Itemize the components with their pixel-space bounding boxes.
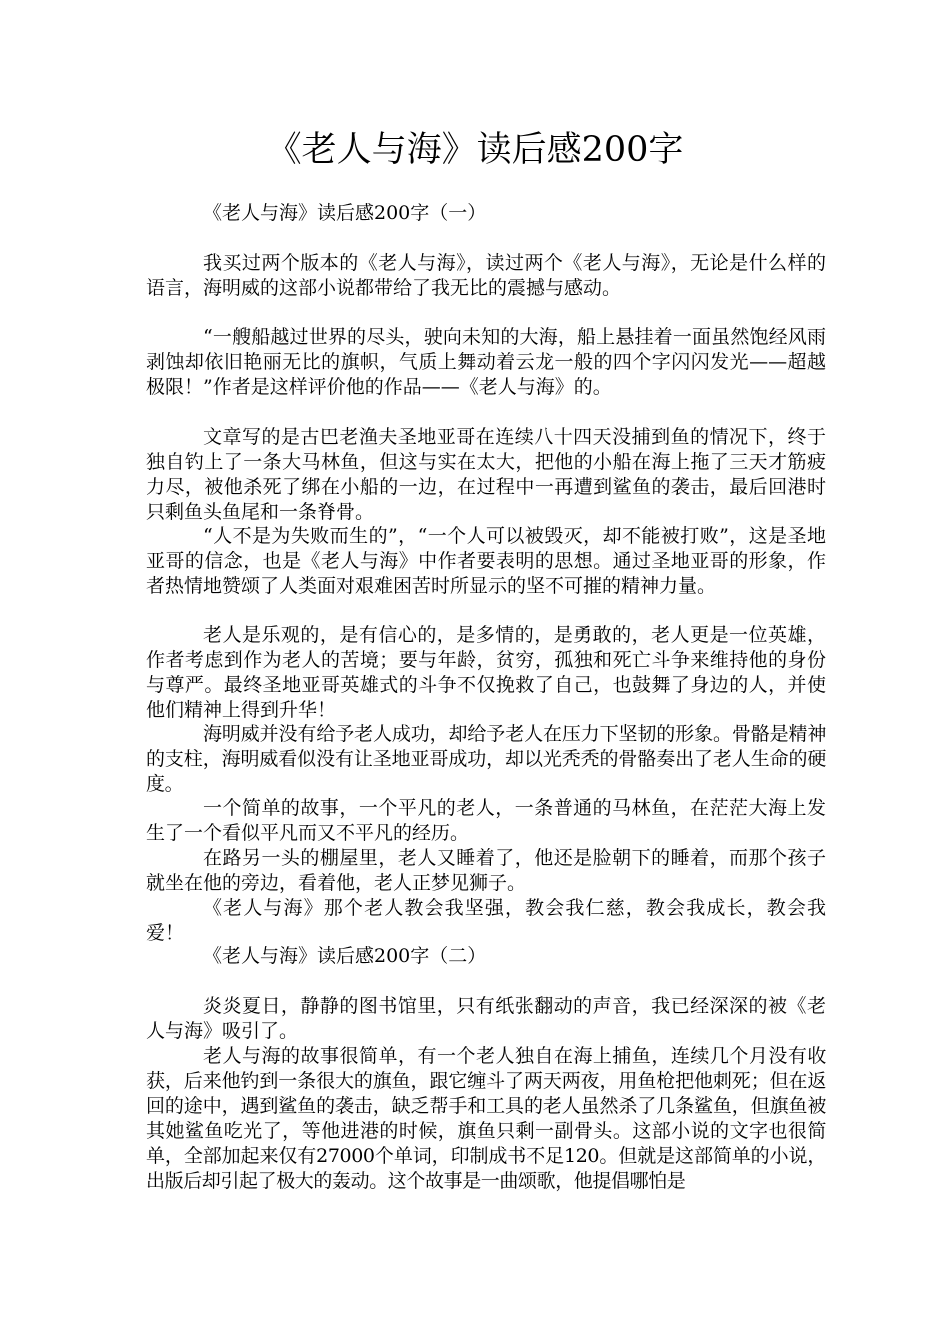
paragraph: 《老人与海》那个老人教会我坚强，教会我仁慈，教会我成长，教会我爱！ <box>146 897 826 944</box>
paragraph: “一艘船越过世界的尽头，驶向未知的大海，船上悬挂着一面虽然饱经风雨剥蚀却依旧艳丽无比的旗帜，气质上舞动着云龙一般的四个字闪闪发光——超越极限！”作者是这样评价他的作品——《老人与海》的。 <box>146 326 826 398</box>
section-heading-2: 《老人与海》读后感200字（二） <box>203 945 487 967</box>
paragraph: 文章写的是古巴老渔夫圣地亚哥在连续八十四天没捕到鱼的情况下，终于独自钓上了一条大马林鱼，但这与实在太大，把他的小船在海上拖了三天才筋疲力尽，被他杀死了绑在小船的一边，在过程中一再遭到鲨鱼的袭击，最后回港时只剩鱼头鱼尾和一条脊骨。 <box>146 426 826 523</box>
paragraph: 在路另一头的棚屋里，老人又睡着了，他还是脸朝下的睡着，而那个孩子就坐在他的旁边，看着他，老人正梦见狮子。 <box>146 847 826 894</box>
paragraph: “人不是为失败而生的”，“一个人可以被毁灭，却不能被打败”，这是圣地亚哥的信念，也是《老人与海》中作者要表明的思想。通过圣地亚哥的形象，作者热情地赞颂了人类面对艰难困苦时所显示的坚不可摧的精神力量。 <box>146 525 826 597</box>
paragraph: 老人与海的故事很简单，有一个老人独自在海上捕鱼，连续几个月没有收获，后来他钓到一条很大的旗鱼，跟它缠斗了两天两夜，用鱼枪把他刺死；但在返回的途中，遇到鲨鱼的袭击，缺乏帮手和工具的老人虽然杀了几条鲨鱼，但旗鱼被其她鲨鱼吃光了，等他进港的时候，旗鱼只剩一副骨头。这部小说的文字也很简单，全部加起来仅有27000个单词，印制成书不足120。但就是这部简单的小说，出版后却引起了极大的轰动。这个故事是一曲颂歌，他提倡哪怕是 <box>146 1045 826 1192</box>
paragraph: 炎炎夏日，静静的图书馆里，只有纸张翻动的声音，我已经深深的被《老人与海》吸引了。 <box>146 995 826 1042</box>
paragraph: 一个简单的故事，一个平凡的老人，一条普通的马林鱼，在茫茫大海上发生了一个看似平凡而又不平凡的经历。 <box>146 797 826 844</box>
paragraph: 老人是乐观的，是有信心的，是多情的，是勇敢的，老人更是一位英雄，作者考虑到作为老人的苦境；要与年龄，贫穷，孤独和死亡斗争来维持他的身份与尊严。最终圣地亚哥英雄式的斗争不仅挽救了自己，也鼓舞了身边的人，并使他们精神上得到升华！ <box>146 624 826 721</box>
paragraph: 我买过两个版本的《老人与海》，读过两个《老人与海》，无论是什么样的语言，海明威的这部小说都带给了我无比的震撼与感动。 <box>146 252 826 299</box>
section-heading-1: 《老人与海》读后感200字（一） <box>203 202 487 224</box>
document-title: 《老人与海》读后感200字 <box>266 130 684 170</box>
paragraph: 海明威并没有给予老人成功，却给予老人在压力下坚韧的形象。骨骼是精神的支柱，海明威看似没有让圣地亚哥成功，却以光秃秃的骨骼奏出了老人生命的硬度。 <box>146 723 826 795</box>
